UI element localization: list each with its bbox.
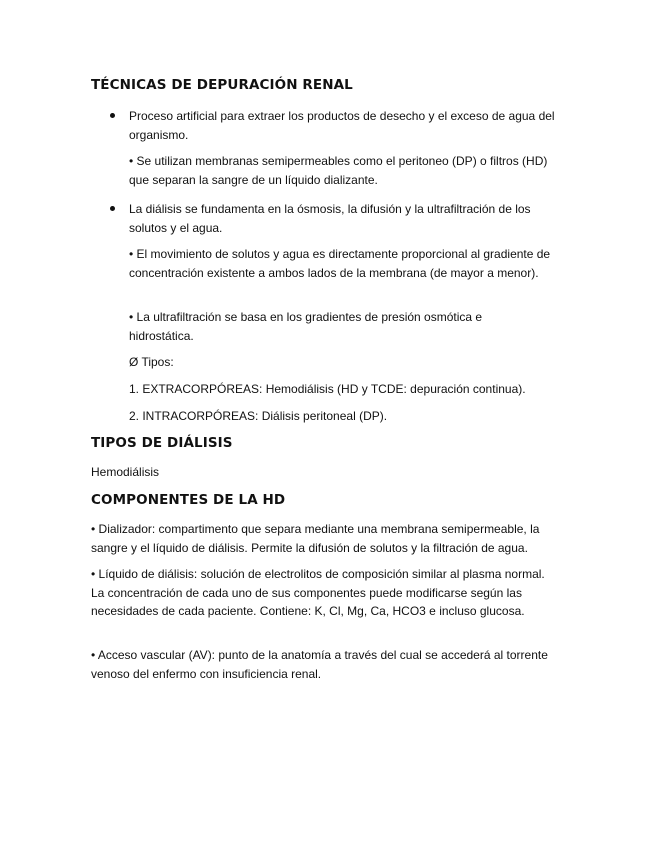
bullet-text: Proceso artificial para extraer los productos de desecho y el exceso de agua del organismo. — [129, 109, 555, 142]
bullet-dot — [110, 206, 115, 211]
type-item: 1. EXTRACORPÓREAS: Hemodiálisis (HD y TCDE: depuración continua). — [129, 382, 526, 396]
bullet-dot — [110, 113, 115, 118]
section-title-tecnicas: TÉCNICAS DE DEPURACIÓN RENAL — [91, 77, 353, 93]
types-label: Ø Tipos: — [129, 355, 174, 369]
component-item: • Dializador: compartimento que separa mediante una membrana semipermeable, la sangre y el líquido de diálisis. Permite la difusión de solutos y la filtración de agua. — [91, 522, 540, 555]
section-title-componentes: COMPONENTES DE LA HD — [91, 492, 286, 508]
bullet-text: La diálisis se fundamenta en la ósmosis, la difusión y la ultrafiltración de los solutos y el agua. — [129, 202, 531, 235]
sub-bullet-text: • Se utilizan membranas semipermeables como el peritoneo (DP) o filtros (HD) que separan la sangre de un líquido dializante. — [129, 154, 548, 187]
sub-bullet-text: • El movimiento de solutos y agua es directamente proporcional al gradiente de concentración existente a ambos lados de la membrana (de mayor a menor). — [129, 247, 551, 280]
type-item: 2. INTRACORPÓREAS: Diálisis peritoneal (DP). — [129, 409, 388, 423]
sub-bullet-text: • La ultrafiltración se basa en los gradientes de presión osmótica e hidrostática. — [129, 310, 483, 343]
component-item: • Acceso vascular (AV): punto de la anatomía a través del cual se accederá al torrente venoso del enfermo con insuficiencia renal. — [91, 648, 548, 681]
section-text: Hemodiálisis — [91, 465, 160, 479]
section-title-tipos: TIPOS DE DIÁLISIS — [91, 435, 233, 451]
component-item: • Líquido de diálisis: solución de electrolitos de composición similar al plasma normal. La concentración de cada uno de sus componentes puede modificarse según las necesidades de cada paciente. Contiene: K, Cl, Mg, Ca, HCO3 e incluso glucosa. — [91, 567, 545, 618]
